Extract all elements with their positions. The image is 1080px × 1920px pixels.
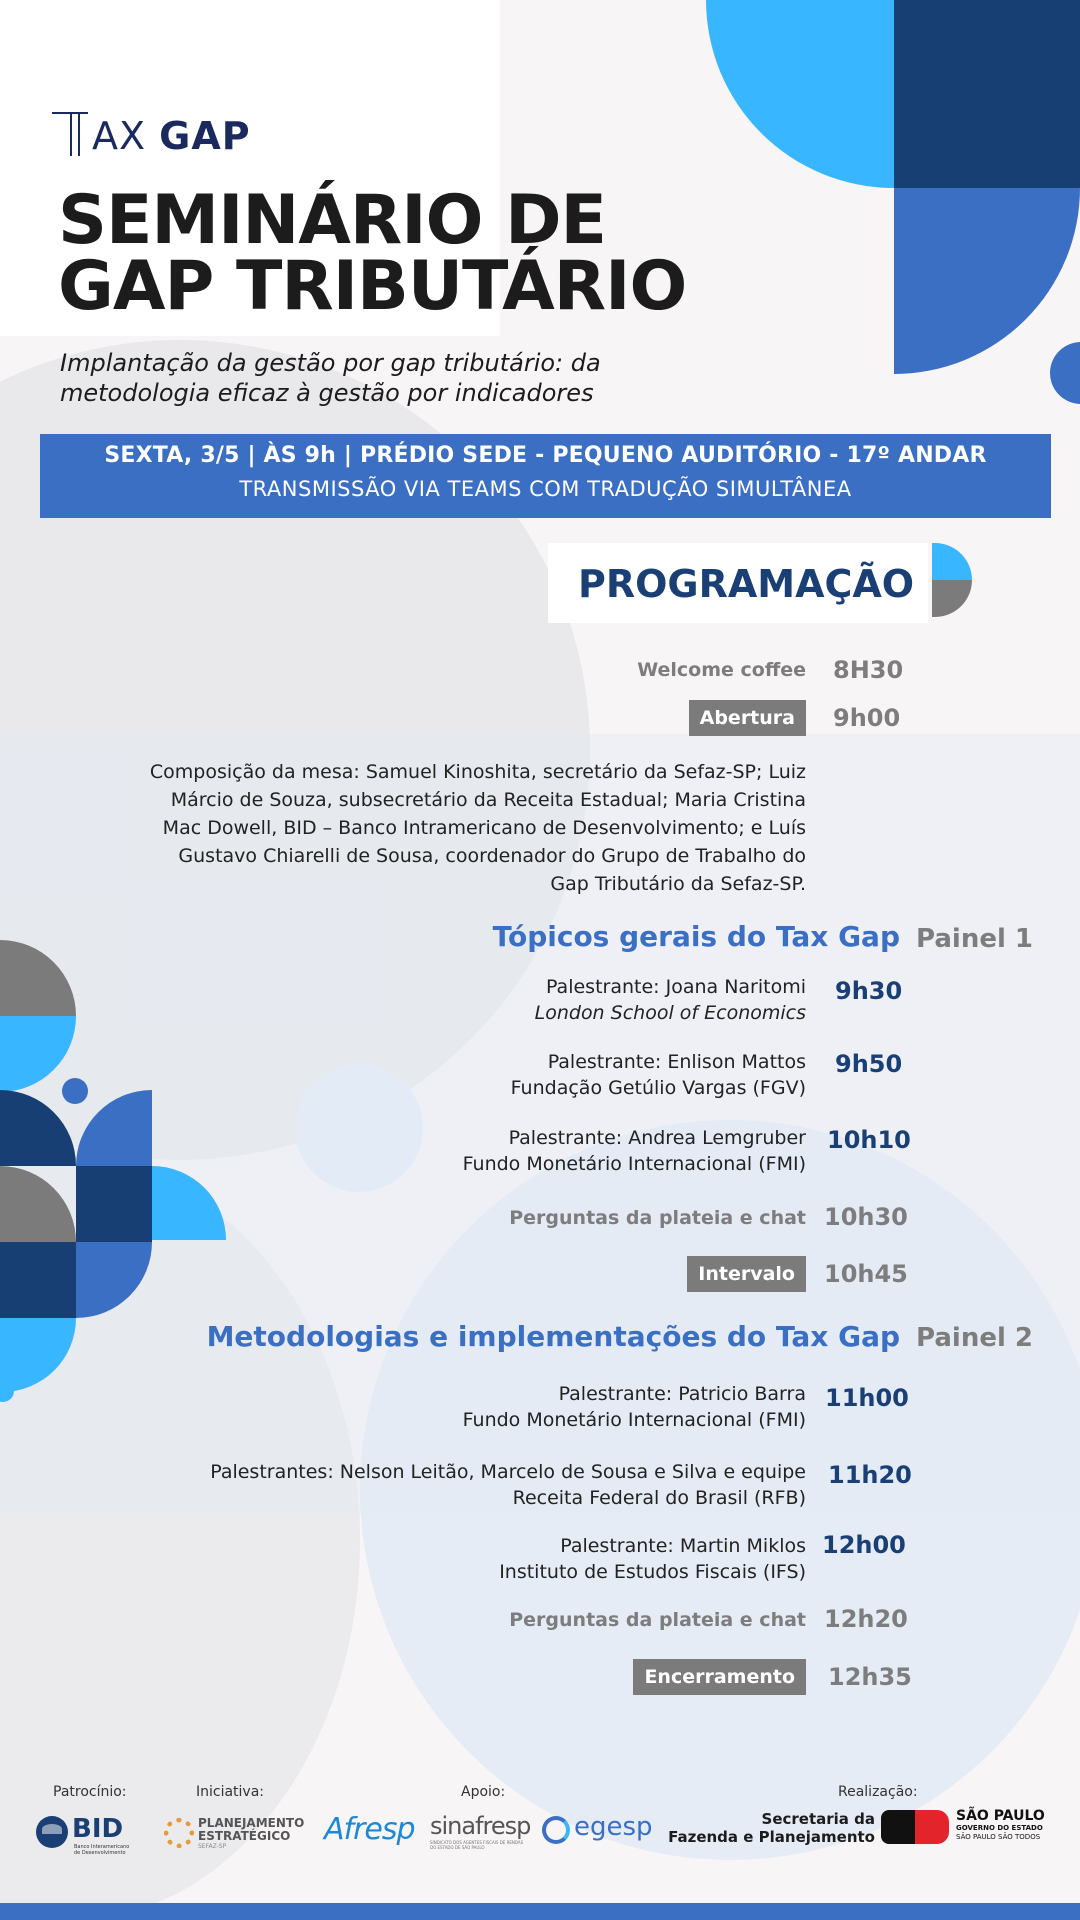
panel1-talk-1 <box>535 974 806 1026</box>
panel2-talk-2 <box>210 1459 806 1511</box>
panel2-talk-3 <box>499 1533 806 1585</box>
bid-logo <box>36 1814 136 1854</box>
banner-date-location: SEXTA, 3/5 | ÀS 9h | PRÉDIO SEDE - PEQUENO AUDITÓRIO - 17º ANDAR <box>104 443 987 468</box>
panel-1-title: Tópicos gerais do Tax Gap <box>492 920 900 953</box>
top-right-square-navy <box>894 0 1080 188</box>
bottom-bar <box>0 1903 1080 1920</box>
afresp-logo: Afresp <box>324 1812 415 1847</box>
welcome-label: Welcome coffee <box>637 659 806 681</box>
talk-org: Receita Federal do Brasil (RFB) <box>512 1487 806 1509</box>
opening-time: 9h00 <box>833 704 901 732</box>
talk-speaker: Palestrante: Enlison Mattos <box>547 1051 806 1073</box>
support-label: Apoio: <box>461 1784 506 1800</box>
top-right-quarter-light <box>706 0 894 188</box>
program-title: PROGRAMAÇÃO <box>578 562 915 606</box>
panel1-talk-3-time: 10h10 <box>827 1126 911 1154</box>
sp-logo-icon <box>881 1810 949 1844</box>
sp-government-text <box>956 1808 1068 1842</box>
title-line-1: SEMINÁRIO DE <box>58 181 606 260</box>
talk-org: Fundo Monetário Internacional (FMI) <box>462 1409 806 1431</box>
sp-line-2: GOVERNO DO ESTADO <box>956 1824 1043 1832</box>
planejamento-logo <box>164 1814 304 1854</box>
secretaria-logo <box>668 1810 875 1846</box>
banner-transmission: TRANSMISSÃO VIA TEAMS COM TRADUÇÃO SIMULTÂNEA <box>239 477 852 501</box>
panel1-talk-2 <box>511 1049 806 1101</box>
secretaria-line-1: Secretaria da <box>761 1810 875 1828</box>
break-time: 10h45 <box>824 1260 908 1288</box>
panel2-talk-3-time: 12h00 <box>822 1531 906 1559</box>
panel2-talk-1-time: 11h00 <box>825 1384 909 1412</box>
top-right-dot <box>1050 342 1080 404</box>
planejamento-subtext: SEFAZ-SP <box>198 1843 227 1850</box>
talk-speaker: Palestrantes: Nelson Leitão, Marcelo de Sousa e Silva e equipe <box>210 1461 806 1483</box>
sp-line-3: SÃO PAULO SÃO TODOS <box>956 1833 1041 1841</box>
panel-1-number: Painel 1 <box>916 924 1034 954</box>
logo-bold-text: GAP <box>159 114 251 158</box>
talk-speaker: Palestrante: Patricio Barra <box>558 1383 806 1405</box>
page-title <box>58 181 687 326</box>
subtitle: Implantação da gestão por gap tributário: da metodologia eficaz à gestão por indicadores <box>60 349 601 407</box>
sp-line-1: SÃO PAULO <box>956 1808 1045 1824</box>
estrategico-text: ESTRATÉGICO <box>198 1829 291 1843</box>
panel1-questions-time: 10h30 <box>824 1203 908 1231</box>
welcome-time: 8H30 <box>833 656 904 684</box>
panel1-talk-3 <box>463 1125 806 1177</box>
bid-text: BID <box>72 1814 124 1844</box>
logo-light-text: AX <box>92 114 147 158</box>
opening-tag: Abertura <box>689 700 806 736</box>
program-pie-icon <box>932 543 972 617</box>
talk-speaker: Palestrante: Joana Naritomi <box>545 976 806 998</box>
event-banner <box>40 434 1051 518</box>
closing-tag: Encerramento <box>633 1659 806 1695</box>
panel1-questions-label: Perguntas da plateia e chat <box>509 1207 806 1229</box>
mosaic-navy-3 <box>0 1242 76 1318</box>
panel2-questions-time: 12h20 <box>824 1605 908 1633</box>
closing-time: 12h35 <box>828 1663 912 1691</box>
initiative-label: Iniciativa: <box>196 1784 265 1800</box>
tax-gap-logo <box>52 106 251 158</box>
panel-2-number: Painel 2 <box>916 1323 1034 1353</box>
panel1-talk-2-time: 9h50 <box>835 1050 903 1078</box>
panel2-talk-2-time: 11h20 <box>828 1461 912 1489</box>
panel-2-title: Metodologias e implementações do Tax Gap <box>206 1320 900 1353</box>
talk-org: Instituto de Estudos Fiscais (IFS) <box>499 1561 806 1583</box>
sinafresp-logo <box>430 1812 530 1850</box>
sinafresp-subtext: SINDICATO DOS AGENTES FISCAIS DE RENDAS DO ESTADO DE SÃO PAULO <box>430 1840 524 1850</box>
panel2-questions-label: Perguntas da plateia e chat <box>509 1609 806 1631</box>
top-right-quarter-blue <box>894 188 1080 374</box>
planejamento-text: PLANEJAMENTO <box>198 1816 305 1830</box>
tax-gap-wordmark <box>92 114 251 158</box>
egesp-swirl-icon <box>542 1816 570 1844</box>
composition-text: Composição da mesa: Samuel Kinoshita, secretário da Sefaz-SP; Luiz Márcio de Souza, subsecretário da Receita Estadual; Maria Cristina Mac Dowell, BID – Banco Intramericano de Desenvolvimento; e Luís Gustavo Chiarelli de Sousa, coordenador do Grupo de Trabalho do Gap Tributário da Sefaz-SP. <box>149 761 806 895</box>
bid-subtext: Banco Interamericano de Desenvolvimento <box>74 1844 130 1856</box>
talk-org: Fundação Getúlio Vargas (FGV) <box>510 1077 806 1099</box>
mosaic-dot <box>62 1078 88 1104</box>
talk-org: London School of Economics <box>534 1002 806 1024</box>
break-tag: Intervalo <box>687 1256 806 1292</box>
sponsorship-label: Patrocínio: <box>53 1784 127 1800</box>
panel2-talk-1 <box>463 1381 806 1433</box>
realization-label: Realização: <box>838 1784 918 1800</box>
title-line-2: GAP TRIBUTÁRIO <box>58 247 687 326</box>
talk-speaker: Palestrante: Martin Miklos <box>560 1535 806 1557</box>
panel1-talk-1-time: 9h30 <box>835 977 903 1005</box>
egesp-text: egesp <box>574 1812 653 1842</box>
talk-speaker: Palestrante: Andrea Lemgruber <box>508 1127 806 1149</box>
sinafresp-text: sinafresp <box>430 1812 531 1840</box>
mosaic-navy-2 <box>76 1166 152 1242</box>
secretaria-line-2: Fazenda e Planejamento <box>668 1828 875 1846</box>
tax-gap-mark-icon <box>52 106 88 158</box>
planejamento-flower-icon <box>164 1818 194 1848</box>
talk-org: Fundo Monetário Internacional (FMI) <box>462 1153 806 1175</box>
